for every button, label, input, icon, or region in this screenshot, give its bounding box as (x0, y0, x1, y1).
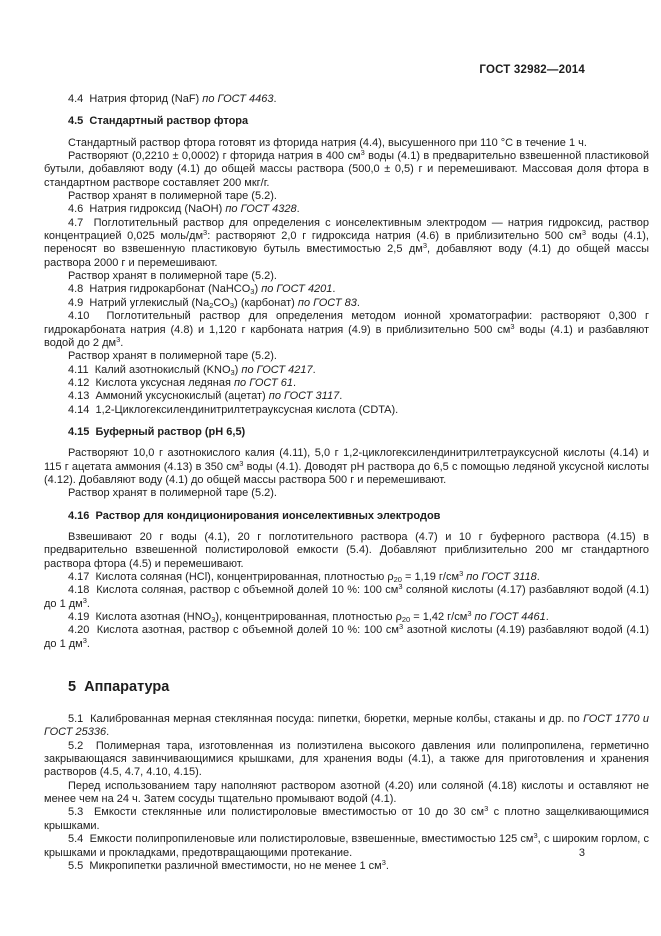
paragraph: 5.1 Калиброванная мерная стеклянная посуда: пипетки, бюретки, мерные колбы, стаканы и др. по ГОСТ 1770 и ГОСТ 25336. (44, 713, 649, 739)
paragraph: 4.12 Кислота уксусная ледяная по ГОСТ 61. (68, 376, 297, 389)
running-header: ГОСТ 32982—2014 (479, 64, 585, 76)
paragraph: 4.4 Натрия фторид (NaF) по ГОСТ 4463. (68, 93, 277, 105)
paragraph: 5.3 Емкости стеклянные или полистироловые вместимостью от 10 до 30 $см^3$ с плотно защелкивающимися крышками. (44, 804, 650, 832)
paragraph: 4.11 Калий азотнокислый $(KNO_3)$ по ГОСТ 4217. (68, 363, 316, 377)
paragraph: 4.10 Поглотительный раствор для определения методом ионной хроматографии: растворяют 0,300 г гидрокарбоната натрия (4.8) и 1,120 г карбоната натрия (4.9) в приблизительно 500 $см^3$ воды (4.1) и разбавляют водой до 2 $дм^3$. (44, 310, 649, 349)
paragraph: Взвешивают 20 г воды (4.1), 20 г поглотительного раствора (4.7) и 10 г буферного раствора (4.15) в предварительно взвешенной полистироловой емкости (5.4). Добавляют приблизительно 200 мг стандартного раствора фтора (4.5) и перемешивают. (44, 530, 649, 570)
paragraph: Перед использованием тару наполняют раствором азотной (4.20) или соляной (4.18) кислоты и оставляют не менее чем на 24 ч. Затем сосуды тщательно промывают водой (4.1). (44, 779, 649, 806)
paragraph: 4.6 Натрия гидроксид (NaOH) по ГОСТ 4328. (68, 203, 300, 216)
paragraph: Растворяют (0,2210 ± 0,0002) г фторида натрия в 400 $см^3$ воды (4.1) в предварительно взвешенной пластиковой бутыли, добавляют воду (4.1) до общей массы раствора (500,0 ± 0,5) г и перемешивают. Массовая доля фтора в стандартном растворе составляет 200 мкг/г. (44, 148, 649, 189)
paragraph: Стандартный раствор фтора готовят из фторида натрия (4.4), высушенного при 110 °С в течение 1 ч. (68, 136, 587, 149)
paragraph: Раствор хранят в полимерной таре (5.2). (68, 270, 277, 283)
paragraph: 5.2 Полимерная тара, изготовленная из полиэтилена высокого давления или полипропилена, герметично закрывающаяся завинчивающимися крышками, для хранения воды (4.1), а также для приготовления и хранения растворов (4.5, 4.7, 4.10, 4.15). (44, 739, 649, 779)
paragraph: 4.19 Кислота азотная $(HNO_3)$, концентрированная, плотностью $\rho_{20} = 1,42$ $г/см^3$ по ГОСТ 4461. (68, 609, 549, 625)
paragraph: 4.13 Аммоний уксуснокислый (ацетат) по ГОСТ 3117. (68, 390, 343, 403)
document-body (44, 93, 649, 873)
paragraph: Раствор хранят в полимерной таре (5.2). (68, 190, 277, 203)
paragraph: 4.14 1,2-Циклогексилендинитрилтетрауксусная кислота (CDTA). (68, 403, 399, 416)
paragraph: 4.8 Натрия гидрокарбонат (NaHCO$_3$) по ГОСТ 4201. (68, 283, 336, 297)
clause-heading: 4.5 Стандартный раствор фтора (68, 115, 249, 128)
paragraph: Растворяют 10,0 г азотнокислого калия (4.11), 5,0 г 1,2-циклогексилендинитрилтетрауксусной кислоты (4.14) и 115 г ацетата аммония (4.13) в 350 $см^3$ воды (4.1). Доводят рН раствора до 6,5 с помощью ледяной уксусной кислоты (4.12). Добавляют воду (4.1) до общей массы раствора 500 г и перемешивают. (44, 447, 650, 486)
paragraph: 5.4 Емкости полипропиленовые или полистироловые, взвешенные, вместимостью 125 $см^3$, с широким горлом, с крышками и прокладками, предотвращающими протекание. (44, 831, 649, 859)
paragraph: 5.5 Микропипетки различной вместимости, но не менее 1 $см^3$. (68, 857, 389, 872)
paragraph: Раствор хранят в полимерной таре (5.2). (68, 487, 277, 500)
paragraph: Раствор хранят в полимерной таре (5.2). (68, 350, 277, 363)
clause-heading: 4.15 Буферный раствор (рН 6,5) (68, 425, 246, 438)
paragraph: 4.17 Кислота соляная (HCl), концентрированная, плотностью $\rho_{20} = 1,19$ $г/см^3$ по ГОСТ 3118. (68, 569, 540, 584)
paragraph: 4.20 Кислота азотная, раствор с объемной долей 10 %: 100 $см^3$ азотной кислоты (4.19) разбавляют водой (4.1) до 1 $дм^3$. (44, 622, 649, 650)
section-heading: 5 Аппаратура (68, 679, 170, 696)
clause-heading: 4.16 Раствор для кондиционирования ионселективных электродов (68, 509, 441, 522)
paragraph: 4.18 Кислота соляная, раствор с объемной долей 10 %: 100 $см^3$ соляной кислоты (4.17) разбавляют водой (4.1) до 1 $дм^3$. (44, 582, 649, 610)
paragraph: 4.9 Натрий углекислый $(Na_2CO_3)$ (карбонат) по ГОСТ 83. (68, 296, 360, 310)
paragraph: 4.7 Поглотительный раствор для определения с ионселективным электродом — натрия гидроксид, раствор концентрацией 0,025 моль/$дм^3$: растворяют 2,0 г гидроксида натрия (4.6) в приблизительно 500 $см^3$ воды (4.1), переносят во взвешенную пластиковую бутыль вместимостью 2,5 $дм^3$, добавляют воду (4.1) до общей массы раствора 2000 г и перемешивают. (44, 216, 649, 269)
page-number: 3 (578, 847, 585, 859)
